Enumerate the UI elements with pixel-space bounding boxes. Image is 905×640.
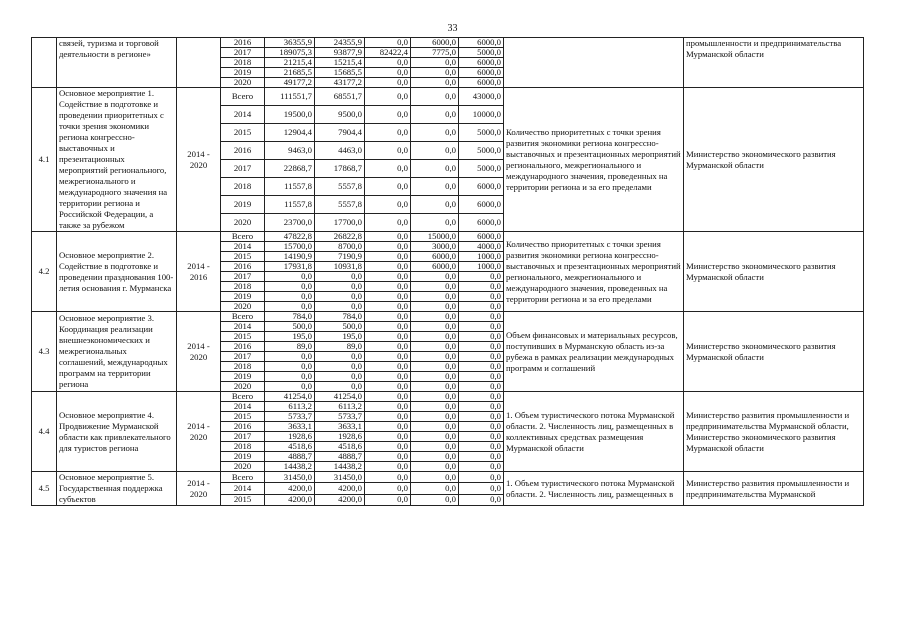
amount-cell: 0,0 <box>365 242 411 252</box>
year-cell: 2018 <box>221 282 265 292</box>
amount-cell: 4200,0 <box>265 483 315 494</box>
amount-cell: 0,0 <box>411 178 459 196</box>
amount-cell: 10931,8 <box>315 262 365 272</box>
amount-cell: 0,0 <box>365 196 411 214</box>
amount-cell: 0,0 <box>411 392 459 402</box>
amount-cell: 3633,1 <box>315 422 365 432</box>
amount-cell: 0,0 <box>411 68 459 78</box>
amount-cell: 8700,0 <box>315 242 365 252</box>
amount-cell: 47822,8 <box>265 232 315 242</box>
executor-cell: Министерство развития промышленности и предпринимательства Мурманской <box>684 472 864 506</box>
amount-cell: 0,0 <box>265 292 315 302</box>
year-cell: 2019 <box>221 292 265 302</box>
measure-name-cell: Основное мероприятие 1. Содействие в подготовке и проведении приоритетных с точки зрения экономики региона конгрессно-выставочных и презентационных мероприятий регионального, межрегионального и международного значения на территории региона и Российской Федерации, а также за рубежом <box>57 88 177 232</box>
year-cell: 2016 <box>221 422 265 432</box>
amount-cell: 21685,5 <box>265 68 315 78</box>
amount-cell: 0,0 <box>365 494 411 505</box>
amount-cell: 0,0 <box>411 58 459 68</box>
indicator-cell: Объем финансовых и материальных ресурсов, поступивших в Мурманскую область из-за рубежа в рамках реализации международных программ и соглашений <box>504 312 684 392</box>
amount-cell: 0,0 <box>459 362 504 372</box>
year-cell: 2019 <box>221 372 265 382</box>
amount-cell: 784,0 <box>265 312 315 322</box>
amount-cell: 0,0 <box>459 352 504 362</box>
amount-cell: 0,0 <box>315 382 365 392</box>
amount-cell: 26822,8 <box>315 232 365 242</box>
amount-cell: 15215,4 <box>315 58 365 68</box>
amount-cell: 3633,1 <box>265 422 315 432</box>
amount-cell: 0,0 <box>365 252 411 262</box>
year-cell: 2017 <box>221 160 265 178</box>
year-cell: 2016 <box>221 262 265 272</box>
amount-cell: 4000,0 <box>459 242 504 252</box>
amount-cell: 0,0 <box>265 372 315 382</box>
amount-cell: 0,0 <box>365 38 411 48</box>
amount-cell: 0,0 <box>411 483 459 494</box>
amount-cell: 0,0 <box>411 412 459 422</box>
amount-cell: 0,0 <box>459 272 504 282</box>
amount-cell: 0,0 <box>365 282 411 292</box>
measure-name-cell: Основное мероприятие 2. Содействие в подготовке и проведении празднования 100-летия основания г. Мурманска <box>57 232 177 312</box>
amount-cell: 6000,0 <box>459 232 504 242</box>
amount-cell: 43177,2 <box>315 78 365 88</box>
amount-cell: 0,0 <box>411 362 459 372</box>
year-cell: Всего <box>221 392 265 402</box>
year-cell: 2015 <box>221 332 265 342</box>
amount-cell: 0,0 <box>365 106 411 124</box>
amount-cell: 0,0 <box>265 302 315 312</box>
year-cell: 2020 <box>221 214 265 232</box>
year-cell: 2017 <box>221 272 265 282</box>
amount-cell: 0,0 <box>411 106 459 124</box>
amount-cell: 1928,6 <box>315 432 365 442</box>
amount-cell: 0,0 <box>411 442 459 452</box>
year-cell: 2017 <box>221 352 265 362</box>
table-row <box>32 472 864 483</box>
table-row <box>32 392 864 402</box>
amount-cell: 0,0 <box>459 483 504 494</box>
amount-cell: 9500,0 <box>315 106 365 124</box>
amount-cell: 23700,0 <box>265 214 315 232</box>
year-cell: 2015 <box>221 412 265 422</box>
year-cell: 2020 <box>221 302 265 312</box>
amount-cell: 4200,0 <box>315 494 365 505</box>
period-cell: 2014 - 2020 <box>177 88 221 232</box>
amount-cell: 36355,9 <box>265 38 315 48</box>
amount-cell: 0,0 <box>365 68 411 78</box>
amount-cell: 0,0 <box>459 472 504 483</box>
amount-cell: 21215,4 <box>265 58 315 68</box>
amount-cell: 31450,0 <box>315 472 365 483</box>
executor-cell: Министерство экономического развития Мурманской области <box>684 312 864 392</box>
amount-cell: 24355,9 <box>315 38 365 48</box>
amount-cell: 14438,2 <box>265 462 315 472</box>
amount-cell: 0,0 <box>265 282 315 292</box>
year-cell: 2014 <box>221 322 265 332</box>
amount-cell: 0,0 <box>459 412 504 422</box>
measure-name-cell: Основное мероприятие 5. Государственная поддержка субъектов <box>57 472 177 506</box>
amount-cell: 4200,0 <box>265 494 315 505</box>
year-cell: 2020 <box>221 382 265 392</box>
amount-cell: 0,0 <box>411 332 459 342</box>
amount-cell: 0,0 <box>459 332 504 342</box>
amount-cell: 0,0 <box>315 282 365 292</box>
amount-cell: 4200,0 <box>315 483 365 494</box>
executor-cell: промышленности и предпринимательства Мурманской области <box>684 38 864 88</box>
executor-cell: Министерство развития промышленности и предпринимательства Мурманской области, Министерство экономического развития Мурманской области <box>684 392 864 472</box>
amount-cell: 6113,2 <box>315 402 365 412</box>
amount-cell: 0,0 <box>315 292 365 302</box>
table-row <box>32 38 864 48</box>
amount-cell: 5000,0 <box>459 48 504 58</box>
year-cell: 2020 <box>221 78 265 88</box>
amount-cell: 0,0 <box>365 342 411 352</box>
amount-cell: 4518,6 <box>315 442 365 452</box>
amount-cell: 15700,0 <box>265 242 315 252</box>
amount-cell: 0,0 <box>411 494 459 505</box>
amount-cell: 0,0 <box>365 262 411 272</box>
amount-cell: 43000,0 <box>459 88 504 106</box>
year-cell: 2016 <box>221 38 265 48</box>
amount-cell: 0,0 <box>365 442 411 452</box>
amount-cell: 6000,0 <box>411 38 459 48</box>
amount-cell: 10000,0 <box>459 106 504 124</box>
amount-cell: 14438,2 <box>315 462 365 472</box>
amount-cell: 0,0 <box>315 352 365 362</box>
amount-cell: 0,0 <box>365 160 411 178</box>
amount-cell: 7775,0 <box>411 48 459 58</box>
amount-cell: 0,0 <box>315 302 365 312</box>
row-index-cell: 4.1 <box>32 88 57 232</box>
year-cell: 2017 <box>221 432 265 442</box>
amount-cell: 5733,7 <box>315 412 365 422</box>
amount-cell: 41254,0 <box>315 392 365 402</box>
amount-cell: 195,0 <box>265 332 315 342</box>
indicator-cell <box>504 38 684 88</box>
table-body <box>32 38 864 506</box>
amount-cell: 0,0 <box>365 422 411 432</box>
amount-cell: 0,0 <box>411 124 459 142</box>
amount-cell: 0,0 <box>365 362 411 372</box>
amount-cell: 15685,5 <box>315 68 365 78</box>
year-cell: 2018 <box>221 58 265 68</box>
amount-cell: 9463,0 <box>265 142 315 160</box>
amount-cell: 0,0 <box>459 462 504 472</box>
amount-cell: 0,0 <box>411 422 459 432</box>
indicator-cell: 1. Объем туристического потока Мурманской области. 2. Численность лиц, размещенных в <box>504 472 684 506</box>
amount-cell: 0,0 <box>365 412 411 422</box>
row-index-cell: 4.2 <box>32 232 57 312</box>
year-cell: 2014 <box>221 106 265 124</box>
year-cell: 2015 <box>221 494 265 505</box>
row-index-cell: 4.3 <box>32 312 57 392</box>
amount-cell: 0,0 <box>365 124 411 142</box>
amount-cell: 111551,7 <box>265 88 315 106</box>
executor-cell: Министерство экономического развития Мурманской области <box>684 88 864 232</box>
period-cell: 2014 - 2020 <box>177 312 221 392</box>
amount-cell: 0,0 <box>365 178 411 196</box>
amount-cell: 5557,8 <box>315 196 365 214</box>
amount-cell: 0,0 <box>459 372 504 382</box>
amount-cell: 0,0 <box>459 392 504 402</box>
page-number: 33 <box>447 23 458 34</box>
period-cell: 2014 - 2020 <box>177 472 221 506</box>
year-cell: 2014 <box>221 242 265 252</box>
amount-cell: 0,0 <box>459 432 504 442</box>
amount-cell: 5000,0 <box>459 160 504 178</box>
amount-cell: 4888,7 <box>265 452 315 462</box>
amount-cell: 0,0 <box>411 282 459 292</box>
year-cell: Всего <box>221 88 265 106</box>
row-index-cell <box>32 38 57 88</box>
amount-cell: 0,0 <box>411 342 459 352</box>
amount-cell: 0,0 <box>265 352 315 362</box>
amount-cell: 0,0 <box>411 142 459 160</box>
amount-cell: 4463,0 <box>315 142 365 160</box>
amount-cell: 0,0 <box>411 196 459 214</box>
amount-cell: 0,0 <box>411 402 459 412</box>
row-index-cell: 4.5 <box>32 472 57 506</box>
amount-cell: 0,0 <box>265 362 315 372</box>
year-cell: 2014 <box>221 483 265 494</box>
amount-cell: 0,0 <box>411 160 459 178</box>
table-row <box>32 232 864 242</box>
year-cell: 2015 <box>221 124 265 142</box>
year-cell: Всего <box>221 232 265 242</box>
year-cell: 2014 <box>221 402 265 412</box>
amount-cell: 0,0 <box>365 142 411 160</box>
amount-cell: 0,0 <box>365 332 411 342</box>
year-cell: 2019 <box>221 68 265 78</box>
amount-cell: 0,0 <box>365 88 411 106</box>
indicator-cell: 1. Объем туристического потока Мурманской области. 2. Численность лиц, размещенных в коллективных средствах размещения Мурманской области <box>504 392 684 472</box>
amount-cell: 0,0 <box>411 292 459 302</box>
year-cell: 2018 <box>221 178 265 196</box>
amount-cell: 784,0 <box>315 312 365 322</box>
amount-cell: 0,0 <box>411 452 459 462</box>
table-row <box>32 312 864 322</box>
program-table <box>31 37 864 506</box>
amount-cell: 0,0 <box>411 214 459 232</box>
amount-cell: 0,0 <box>365 322 411 332</box>
amount-cell: 7190,9 <box>315 252 365 262</box>
amount-cell: 3000,0 <box>411 242 459 252</box>
amount-cell: 6000,0 <box>459 196 504 214</box>
amount-cell: 0,0 <box>459 342 504 352</box>
amount-cell: 82422,4 <box>365 48 411 58</box>
amount-cell: 0,0 <box>459 402 504 412</box>
amount-cell: 6000,0 <box>411 262 459 272</box>
amount-cell: 0,0 <box>365 78 411 88</box>
amount-cell: 14190,9 <box>265 252 315 262</box>
amount-cell: 0,0 <box>365 402 411 412</box>
amount-cell: 0,0 <box>411 322 459 332</box>
indicator-cell: Количество приоритетных с точки зрения развития экономики региона конгрессно-выставочных и презентационных мероприятий регионального, межрегионального и международного значения, проведенных на территории региона и за его пределами <box>504 232 684 312</box>
amount-cell: 500,0 <box>265 322 315 332</box>
year-cell: 2017 <box>221 48 265 58</box>
amount-cell: 11557,8 <box>265 196 315 214</box>
period-cell: 2014 - 2020 <box>177 392 221 472</box>
amount-cell: 0,0 <box>411 88 459 106</box>
amount-cell: 12904,4 <box>265 124 315 142</box>
amount-cell: 0,0 <box>411 78 459 88</box>
amount-cell: 93877,9 <box>315 48 365 58</box>
amount-cell: 0,0 <box>365 292 411 302</box>
amount-cell: 5000,0 <box>459 124 504 142</box>
amount-cell: 0,0 <box>365 352 411 362</box>
amount-cell: 41254,0 <box>265 392 315 402</box>
amount-cell: 0,0 <box>265 272 315 282</box>
amount-cell: 0,0 <box>459 422 504 432</box>
amount-cell: 0,0 <box>411 272 459 282</box>
year-cell: 2018 <box>221 442 265 452</box>
amount-cell: 1000,0 <box>459 262 504 272</box>
year-cell: Всего <box>221 472 265 483</box>
amount-cell: 0,0 <box>459 312 504 322</box>
amount-cell: 49177,2 <box>265 78 315 88</box>
amount-cell: 1928,6 <box>265 432 315 442</box>
executor-cell: Министерство экономического развития Мурманской области <box>684 232 864 312</box>
amount-cell: 7904,4 <box>315 124 365 142</box>
amount-cell: 0,0 <box>411 312 459 322</box>
row-index-cell: 4.4 <box>32 392 57 472</box>
amount-cell: 15000,0 <box>411 232 459 242</box>
amount-cell: 0,0 <box>459 282 504 292</box>
amount-cell: 4888,7 <box>315 452 365 462</box>
amount-cell: 0,0 <box>365 483 411 494</box>
year-cell: 2019 <box>221 196 265 214</box>
amount-cell: 19500,0 <box>265 106 315 124</box>
amount-cell: 17931,8 <box>265 262 315 272</box>
amount-cell: 4518,6 <box>265 442 315 452</box>
amount-cell: 189075,3 <box>265 48 315 58</box>
amount-cell: 6000,0 <box>459 178 504 196</box>
amount-cell: 17700,0 <box>315 214 365 232</box>
amount-cell: 6113,2 <box>265 402 315 412</box>
amount-cell: 0,0 <box>411 352 459 362</box>
amount-cell: 0,0 <box>459 442 504 452</box>
amount-cell: 5733,7 <box>265 412 315 422</box>
amount-cell: 5000,0 <box>459 142 504 160</box>
amount-cell: 0,0 <box>365 432 411 442</box>
amount-cell: 0,0 <box>411 302 459 312</box>
year-cell: 2016 <box>221 342 265 352</box>
amount-cell: 0,0 <box>459 382 504 392</box>
table-row <box>32 88 864 106</box>
period-cell <box>177 38 221 88</box>
amount-cell: 89,0 <box>265 342 315 352</box>
amount-cell: 6000,0 <box>459 214 504 232</box>
amount-cell: 22868,7 <box>265 160 315 178</box>
amount-cell: 0,0 <box>411 372 459 382</box>
amount-cell: 0,0 <box>315 272 365 282</box>
amount-cell: 0,0 <box>365 452 411 462</box>
amount-cell: 0,0 <box>365 58 411 68</box>
amount-cell: 0,0 <box>459 302 504 312</box>
indicator-cell: Количество приоритетных с точки зрения развития экономики региона конгрессно-выставочных и презентационных мероприятий регионального, межрегионального и международного значения, проведенных на территории региона и за его пределами <box>504 88 684 232</box>
amount-cell: 0,0 <box>459 494 504 505</box>
amount-cell: 31450,0 <box>265 472 315 483</box>
amount-cell: 0,0 <box>365 392 411 402</box>
year-cell: Всего <box>221 312 265 322</box>
amount-cell: 0,0 <box>365 232 411 242</box>
amount-cell: 6000,0 <box>411 252 459 262</box>
year-cell: 2019 <box>221 452 265 462</box>
amount-cell: 0,0 <box>365 382 411 392</box>
amount-cell: 5557,8 <box>315 178 365 196</box>
amount-cell: 0,0 <box>411 432 459 442</box>
amount-cell: 89,0 <box>315 342 365 352</box>
amount-cell: 0,0 <box>365 312 411 322</box>
program-table-sheet <box>31 37 863 506</box>
year-cell: 2020 <box>221 462 265 472</box>
measure-name-cell: Основное мероприятие 4. Продвижение Мурманской области как привлекательного для туристов региона <box>57 392 177 472</box>
amount-cell: 0,0 <box>365 302 411 312</box>
amount-cell: 0,0 <box>365 462 411 472</box>
amount-cell: 0,0 <box>459 322 504 332</box>
amount-cell: 0,0 <box>365 372 411 382</box>
amount-cell: 6000,0 <box>459 78 504 88</box>
measure-name-cell: связей, туризма и торговой деятельности в регионе» <box>57 38 177 88</box>
amount-cell: 0,0 <box>365 472 411 483</box>
amount-cell: 0,0 <box>411 382 459 392</box>
period-cell: 2014 - 2016 <box>177 232 221 312</box>
year-cell: 2015 <box>221 252 265 262</box>
amount-cell: 0,0 <box>315 372 365 382</box>
amount-cell: 17868,7 <box>315 160 365 178</box>
amount-cell: 500,0 <box>315 322 365 332</box>
amount-cell: 195,0 <box>315 332 365 342</box>
amount-cell: 6000,0 <box>459 38 504 48</box>
amount-cell: 0,0 <box>411 462 459 472</box>
amount-cell: 0,0 <box>459 292 504 302</box>
amount-cell: 0,0 <box>315 362 365 372</box>
amount-cell: 1000,0 <box>459 252 504 262</box>
amount-cell: 0,0 <box>365 272 411 282</box>
amount-cell: 0,0 <box>265 382 315 392</box>
amount-cell: 0,0 <box>365 214 411 232</box>
amount-cell: 68551,7 <box>315 88 365 106</box>
amount-cell: 0,0 <box>411 472 459 483</box>
amount-cell: 6000,0 <box>459 68 504 78</box>
amount-cell: 11557,8 <box>265 178 315 196</box>
year-cell: 2016 <box>221 142 265 160</box>
amount-cell: 6000,0 <box>459 58 504 68</box>
year-cell: 2018 <box>221 362 265 372</box>
amount-cell: 0,0 <box>459 452 504 462</box>
measure-name-cell: Основное мероприятие 3. Координация реализации внешнеэкономических и межрегиональных соглашений, международных программ на территории региона <box>57 312 177 392</box>
